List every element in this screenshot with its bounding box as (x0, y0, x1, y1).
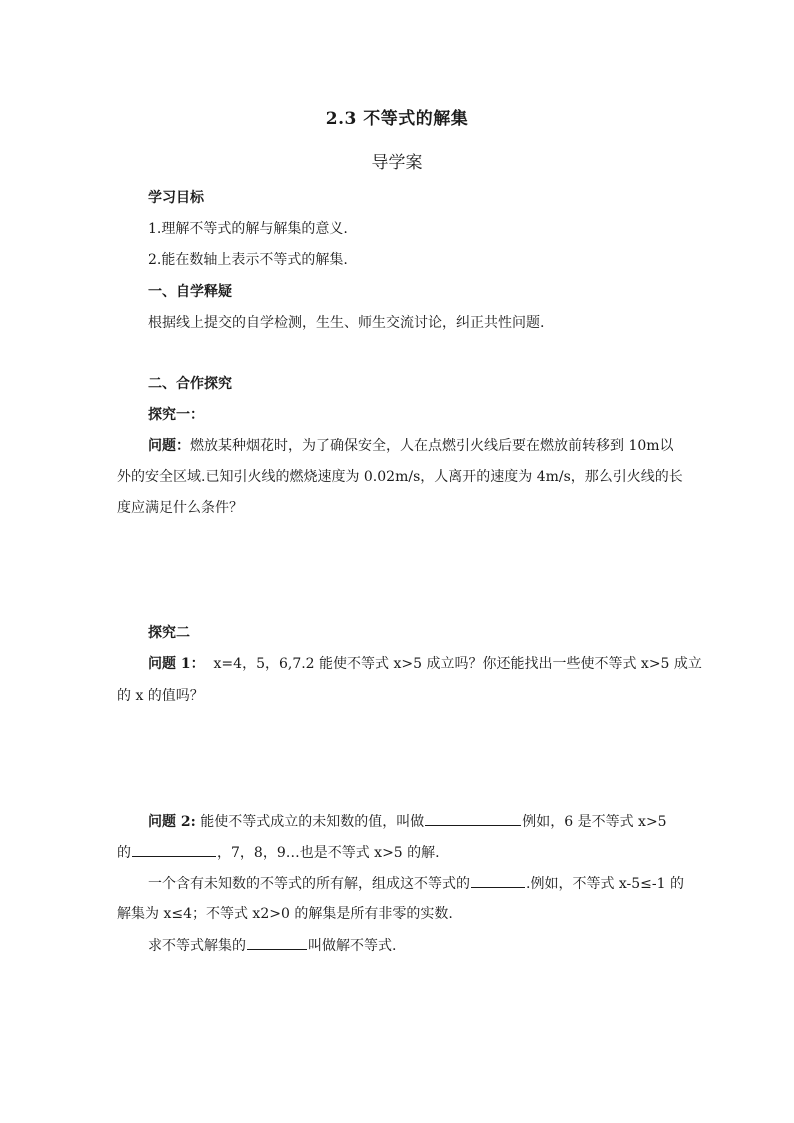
explore2-q2-label: 问题 2: (148, 814, 196, 830)
explore2-p4-text-b: 叫做解不等式. (308, 938, 397, 954)
section2-heading: 二、合作探究 (148, 376, 232, 392)
explore1-question-line3: 度应满足什么条件？ (117, 500, 243, 516)
answer-blank-3[interactable] (471, 873, 525, 888)
answer-blank-4[interactable] (247, 935, 307, 950)
answer-blank-2[interactable] (132, 842, 216, 857)
explore1-question-text1: 燃放某种烟花时，为了确保安全，人在点燃引火线后要在燃放前转移到 10m以 (190, 438, 674, 454)
goal-item-1: 1.理解不等式的解与解集的意义. (148, 221, 348, 237)
explore1-question-label: 问题： (148, 438, 190, 454)
explore2-q2-text1b: 例如，6 是不等式 x>5 (522, 814, 667, 830)
explore2-p3-text1b: .例如，不等式 x-5≤-1 的 (526, 876, 685, 892)
explore1-question-line2: 外的安全区域.已知引火线的燃烧速度为 0.02m/s，人离开的速度为 4m/s，那么引火线的长 (117, 469, 683, 485)
explore2-p3-text1a: 一个含有未知数的不等式的所有解，组成这不等式的 (148, 876, 470, 892)
explore2-q2-text1a: 能使不等式成立的未知数的值，叫做 (200, 814, 425, 830)
doc-title: 2.3 不等式的解集 (325, 109, 469, 129)
explore2-p4-text-a: 求不等式解集的 (148, 938, 246, 954)
explore2-q1-line1 (148, 654, 702, 674)
explore1-question-line1 (148, 436, 674, 456)
explore2-q1-line2: 的 x 的值吗？ (117, 688, 204, 704)
explore2-q1-text1: x=4，5，6,7.2 能使不等式 x>5 成立吗？你还能找出一些使不等式 x>5 成立 (213, 656, 702, 672)
section1-text: 根据线上提交的自学检测，生生、师生交流讨论，纠正共性问题. (148, 315, 545, 331)
answer-blank-1[interactable] (425, 811, 521, 826)
explore2-p3-line2: 解集为 x≤4；不等式 x2>0 的解集是所有非零的实数. (117, 906, 453, 922)
explore2-q2-line2 (117, 842, 440, 863)
explore2-p4-line (148, 935, 396, 956)
explore2-heading: 探究二 (148, 625, 190, 641)
section1-heading: 一、自学释疑 (148, 284, 232, 300)
explore2-q1-label: 问题 1： (148, 656, 205, 672)
explore2-q2-line1 (148, 811, 667, 832)
explore1-heading: 探究一： (148, 407, 204, 423)
explore2-p3-line1 (148, 873, 684, 894)
doc-subtitle: 导学案 (371, 153, 423, 173)
goals-heading: 学习目标 (148, 190, 204, 206)
explore2-q2-text2a: 的 (117, 845, 131, 861)
explore2-q2-text2b: ，7，8，9…也是不等式 x>5 的解. (217, 845, 440, 861)
goal-item-2: 2.能在数轴上表示不等式的解集. (148, 252, 348, 268)
